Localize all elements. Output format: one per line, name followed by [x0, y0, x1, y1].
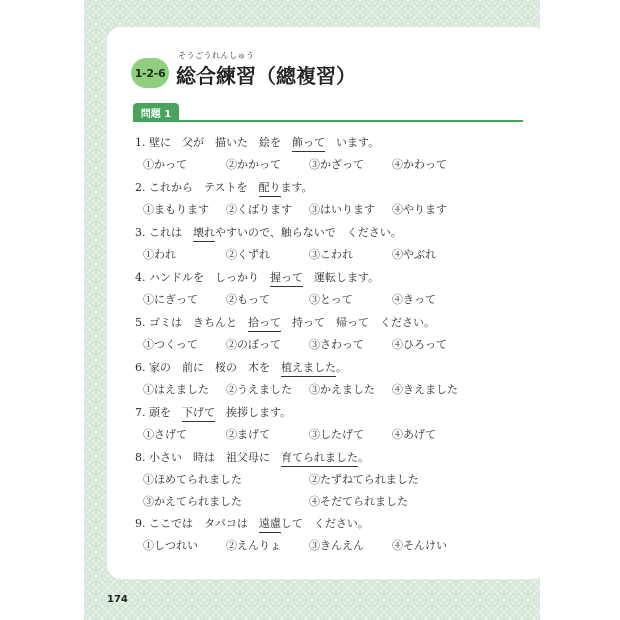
question-number: 3.: [135, 226, 146, 239]
question-stem: [135, 405, 535, 421]
problem-label: 問題 1: [133, 103, 179, 121]
option-1[interactable]: ①まもります: [143, 203, 209, 216]
option-3[interactable]: ③きんえん: [309, 539, 364, 552]
question-number: 6.: [135, 361, 146, 374]
question-9: [135, 516, 535, 554]
question-5: [135, 315, 535, 353]
option-2[interactable]: ②くずれ: [226, 248, 270, 261]
underlined-word: 拾って: [248, 315, 281, 332]
question-stem: [135, 315, 535, 331]
option-2[interactable]: ②まげて: [226, 428, 270, 441]
question-text-after: ます。: [280, 181, 313, 194]
underlined-word: 育てられました: [281, 450, 358, 467]
section-number-badge: 1-2-6: [131, 58, 169, 88]
option-4[interactable]: ④きえました: [392, 383, 458, 396]
option-3[interactable]: ③かざって: [309, 158, 364, 171]
option-1[interactable]: ①にぎって: [143, 293, 198, 306]
question-stem: [135, 135, 535, 151]
question-8: [135, 450, 535, 510]
underlined-word: 壊れ: [193, 225, 215, 242]
question-number: 4.: [135, 271, 146, 284]
option-row: [135, 292, 535, 308]
question-3: [135, 225, 535, 263]
question-text-after: 持って 帰って ください。: [281, 316, 435, 329]
option-row: [135, 382, 535, 398]
question-text-after: 挨拶します。: [215, 406, 292, 419]
question-stem: [135, 360, 535, 376]
page-title: 総合練習（總複習）: [176, 64, 356, 88]
option-3[interactable]: ③したげて: [309, 428, 364, 441]
underlined-word: 下げて: [182, 405, 215, 422]
question-text-before: これは: [149, 226, 193, 239]
option-row: [135, 247, 535, 263]
option-2[interactable]: ②たずねてられました: [309, 473, 419, 486]
question-text-after: います。: [325, 136, 380, 149]
question-stem: [135, 270, 535, 286]
underlined-word: 飾って: [292, 135, 325, 152]
option-1[interactable]: ①さげて: [143, 428, 187, 441]
question-text-after: やすいので、触らないで ください。: [215, 226, 402, 239]
question-number: 8.: [135, 451, 146, 464]
question-2: [135, 180, 535, 218]
option-3[interactable]: ③とって: [309, 293, 353, 306]
page-number: 174: [107, 594, 128, 605]
option-2[interactable]: ②もって: [226, 293, 270, 306]
question-text-after: して ください。: [280, 517, 369, 530]
underlined-word: 植えました: [281, 360, 336, 377]
question-7: [135, 405, 535, 443]
question-text-before: ハンドルを しっかり: [149, 271, 270, 284]
option-1[interactable]: ①われ: [143, 248, 176, 261]
question-number: 7.: [135, 406, 146, 419]
question-text-before: ここでは タバコは: [149, 517, 259, 530]
option-4[interactable]: ④あげて: [392, 428, 436, 441]
question-text-after: 。: [358, 451, 369, 464]
option-1[interactable]: ①はえました: [143, 383, 209, 396]
option-row: [135, 472, 535, 488]
question-stem: [135, 180, 535, 196]
question-stem: [135, 516, 535, 532]
option-2[interactable]: ②のぼって: [226, 338, 281, 351]
option-4[interactable]: ④やぶれ: [392, 248, 436, 261]
section-divider: [133, 120, 523, 122]
option-row: [135, 157, 535, 173]
question-text-before: これから テストを: [149, 181, 259, 194]
option-4[interactable]: ④ひろって: [392, 338, 447, 351]
option-2[interactable]: ②くばります: [226, 203, 292, 216]
question-stem: [135, 225, 535, 241]
option-row: [135, 202, 535, 218]
underlined-word: 握って: [270, 270, 303, 287]
underlined-word: 遠慮: [259, 516, 281, 533]
question-text-before: 家の 前に 桜の 木を: [149, 361, 281, 374]
option-row: [135, 538, 535, 554]
question-6: [135, 360, 535, 398]
option-3[interactable]: ③こわれ: [309, 248, 353, 261]
option-row: [135, 337, 535, 353]
option-2[interactable]: ②うえました: [226, 383, 292, 396]
question-text-before: 頭を: [149, 406, 182, 419]
question-text-before: 壁に 父が 描いた 絵を: [149, 136, 292, 149]
option-4[interactable]: ④かわって: [392, 158, 447, 171]
question-number: 2.: [135, 181, 146, 194]
option-row: [135, 494, 535, 510]
question-1: [135, 135, 535, 173]
question-stem: [135, 450, 535, 466]
question-number: 9.: [135, 517, 146, 530]
option-1[interactable]: ①つくって: [143, 338, 198, 351]
option-1[interactable]: ①ほめてられました: [143, 473, 242, 486]
question-text-before: ゴミは きちんと: [149, 316, 248, 329]
option-2[interactable]: ②えんりょ: [226, 539, 281, 552]
option-3[interactable]: ③かえました: [309, 383, 375, 396]
question-number: 5.: [135, 316, 146, 329]
option-4[interactable]: ④そだてられました: [309, 495, 408, 508]
question-4: [135, 270, 535, 308]
option-3[interactable]: ③かえてられました: [143, 495, 242, 508]
question-text-after: 。: [336, 361, 347, 374]
question-text-before: 小さい 時は 祖父母に: [149, 451, 281, 464]
option-1[interactable]: ①かって: [143, 158, 187, 171]
option-4[interactable]: ④きって: [392, 293, 436, 306]
option-4[interactable]: ④やります: [392, 203, 447, 216]
question-text-after: 運転します。: [303, 271, 380, 284]
option-1[interactable]: ①しつれい: [143, 539, 198, 552]
question-number: 1.: [135, 136, 146, 149]
option-4[interactable]: ④そんけい: [392, 539, 447, 552]
underlined-word: 配り: [259, 180, 281, 197]
option-2[interactable]: ②かかって: [226, 158, 281, 171]
option-row: [135, 427, 535, 443]
option-3[interactable]: ③はいります: [309, 203, 375, 216]
title-furigana: そうごうれんしゅう: [178, 51, 255, 60]
option-3[interactable]: ③さわって: [309, 338, 364, 351]
